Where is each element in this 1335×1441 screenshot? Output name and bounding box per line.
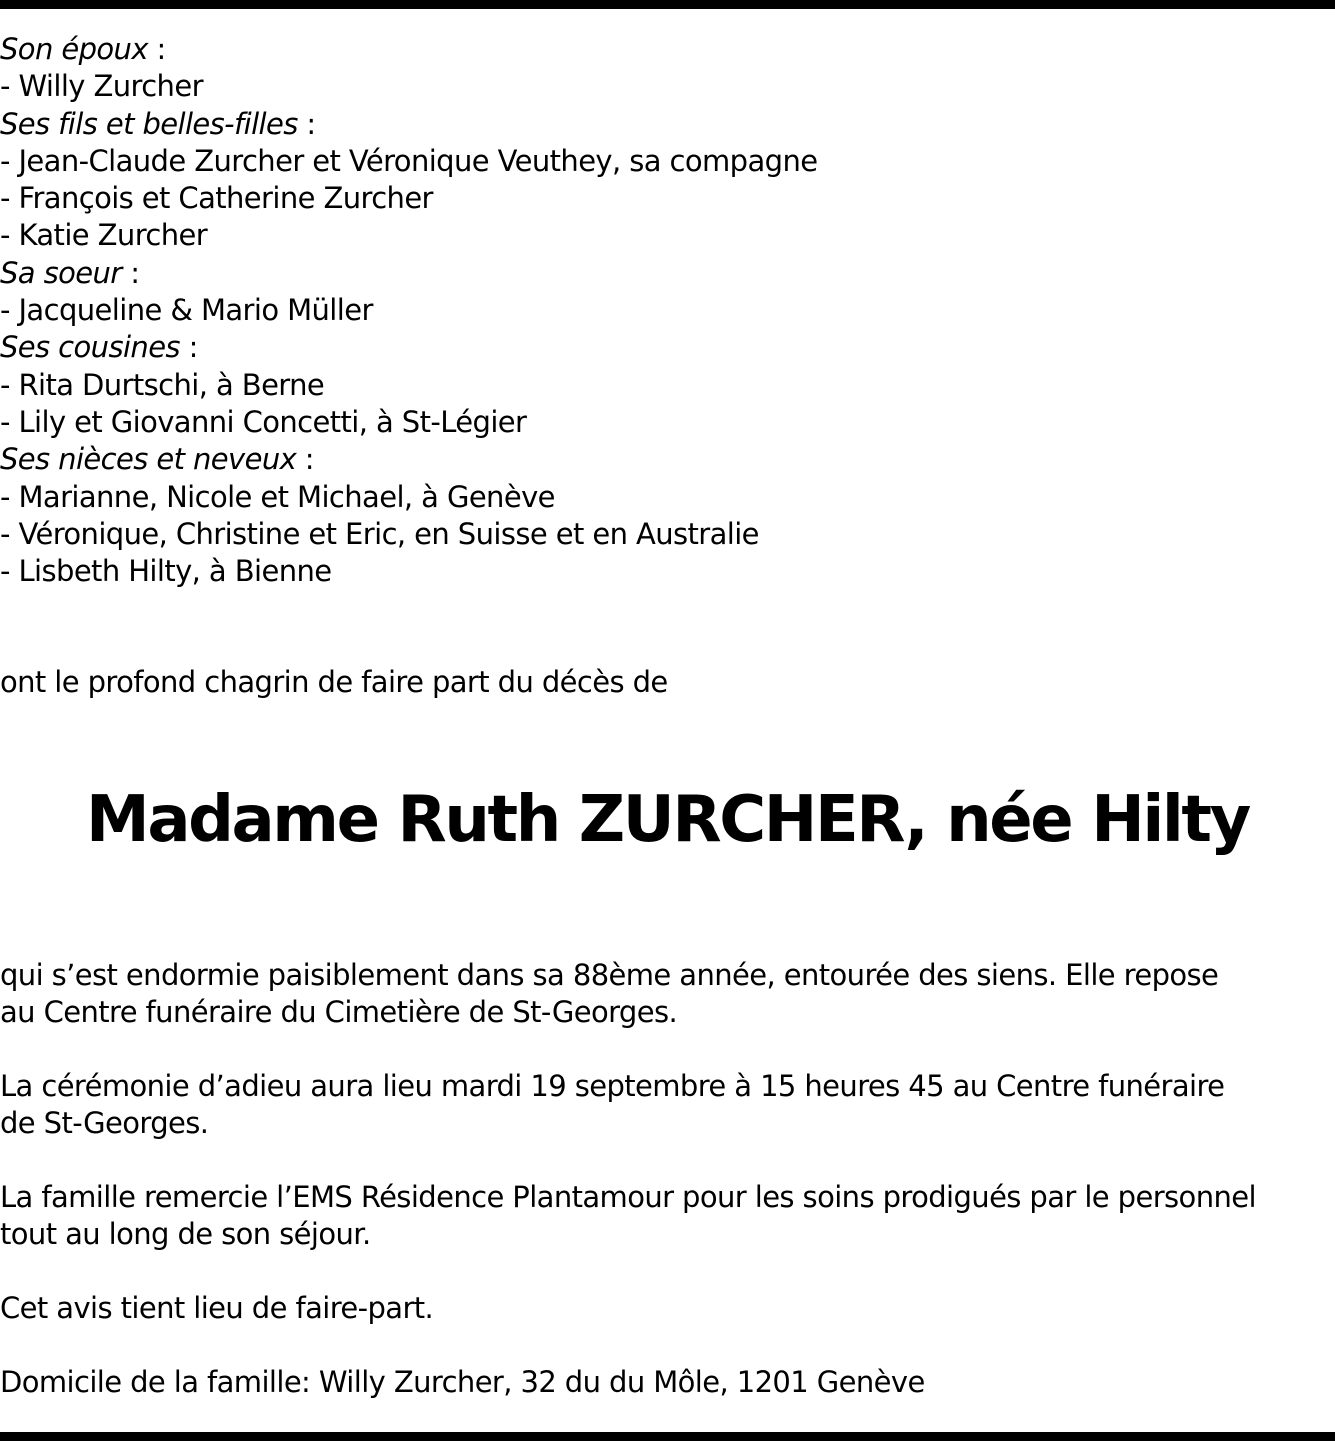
bottom-rule	[0, 1432, 1335, 1441]
family-member: - Lily et Giovanni Concetti, à St-Légier	[0, 404, 527, 439]
paragraph-line: de St-Georges.	[0, 1106, 209, 1140]
paragraph-line: tout au long de son séjour.	[0, 1217, 371, 1251]
relation-heading-label: Ses fils et belles-filles	[0, 106, 298, 141]
family-member: - Marianne, Nicole et Michael, à Genève	[0, 479, 555, 514]
paragraph-line: La famille remercie l’EMS Résidence Plantamour pour les soins prodigués par le personnel	[0, 1180, 1256, 1214]
relation-heading	[0, 106, 1320, 143]
deceased-name: Madame Ruth ZURCHER, née Hilty	[86, 783, 1249, 857]
family-member: - Véronique, Christine et Eric, en Suisse et en Australie	[0, 516, 759, 551]
family-member: - Willy Zurcher	[0, 69, 203, 104]
body-paragraph	[0, 957, 1320, 1031]
relation-heading-colon: :	[296, 442, 314, 477]
relation-heading	[0, 255, 1320, 292]
body-paragraph	[0, 1068, 1320, 1142]
relation-heading	[0, 441, 1320, 478]
body-paragraph	[0, 1179, 1320, 1253]
family-member: - Katie Zurcher	[0, 218, 208, 253]
relation-heading	[0, 329, 1320, 366]
relation-heading-colon: :	[121, 255, 140, 290]
family-member: - Jacqueline & Mario Müller	[0, 293, 373, 328]
paragraph-line: au Centre funéraire du Cimetière de St-Georges.	[0, 995, 678, 1029]
body-paragraph	[0, 1290, 1320, 1327]
relation-heading-label: Ses cousines	[0, 330, 180, 365]
paragraph-line: Cet avis tient lieu de faire-part.	[0, 1291, 434, 1325]
relation-heading-colon: :	[147, 32, 166, 66]
family-list	[0, 31, 1320, 590]
relation-heading-label: Ses nièces et neveux	[0, 442, 297, 477]
paragraph-line: La cérémonie d’adieu aura lieu mardi 19 septembre à 15 heures 45 au Centre funéraire	[0, 1069, 1225, 1103]
family-member: - Rita Durtschi, à Berne	[0, 367, 325, 402]
announcement-intro: ont le profond chagrin de faire part du décès de	[0, 665, 668, 699]
relation-heading-label: Sa soeur	[0, 255, 122, 290]
relation-heading-colon: :	[179, 330, 198, 365]
body-paragraph	[0, 1364, 1320, 1401]
family-member: - Jean-Claude Zurcher et Véronique Veuthey, sa compagne	[0, 143, 818, 178]
family-member: - François et Catherine Zurcher	[0, 181, 433, 216]
top-rule	[0, 0, 1335, 9]
relation-heading-label: Son époux	[0, 32, 148, 66]
relation-heading	[0, 31, 1320, 68]
relation-heading-colon: :	[297, 106, 316, 141]
paragraph-line: Domicile de la famille: Willy Zurcher, 32 du du Môle, 1201 Genève	[0, 1365, 925, 1399]
paragraph-line: qui s’est endormie paisiblement dans sa 88ème année, entourée des siens. Elle repose	[0, 958, 1219, 992]
family-member: - Lisbeth Hilty, à Bienne	[0, 554, 332, 589]
announcement-body	[0, 957, 1320, 1438]
